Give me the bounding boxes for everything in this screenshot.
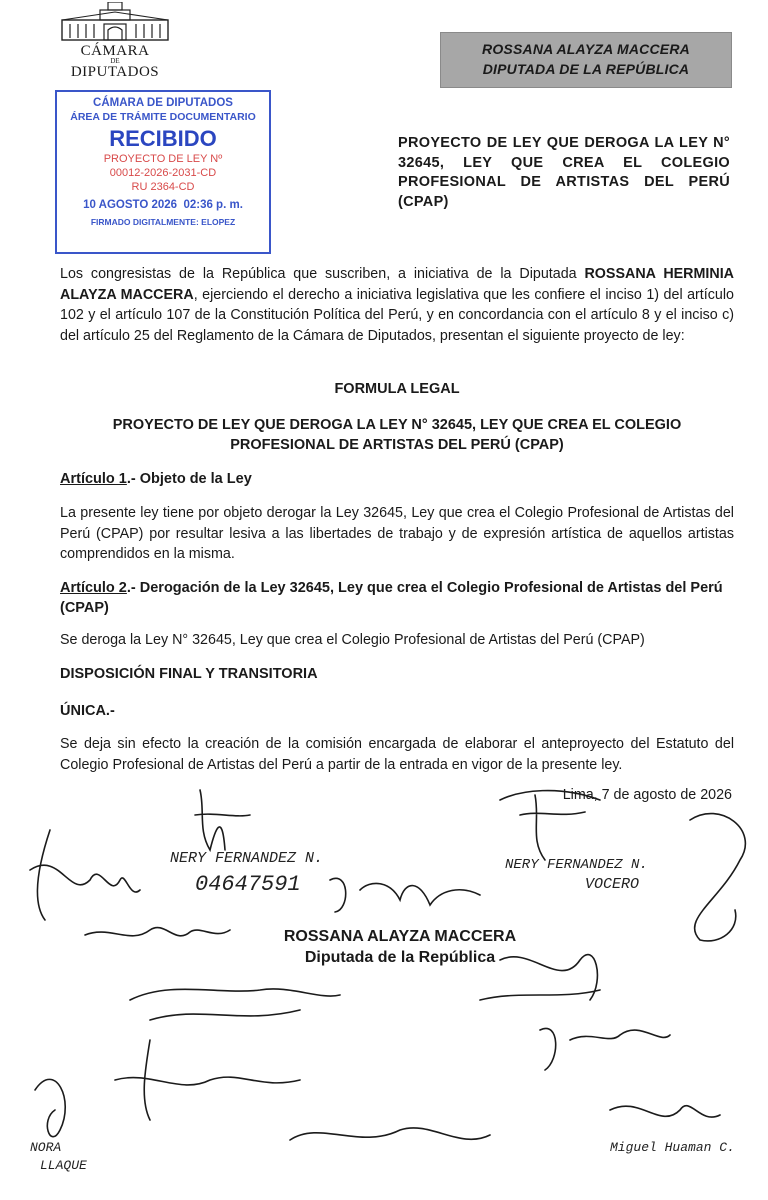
handwritten-right-name: NERY FERNANDEZ N. — [505, 857, 648, 873]
intro-before: Los congresistas de la República que suscriben, a iniciativa de la Diputada — [60, 266, 585, 282]
stamp-project-label: PROYECTO DE LEY Nº — [103, 153, 223, 165]
article-2-label: Artículo 2 — [60, 580, 127, 596]
unica-title: ÚNICA.- — [60, 703, 115, 719]
unica-text: Se deja sin efecto la creación de la comisión encargada de elaborar el anteproyecto del Estatuto del Colegio Profesional de Artistas del Perú a partir de la entrada en vigor de la presente ley. — [60, 736, 734, 773]
handwritten-left-number: 04647591 — [195, 872, 301, 897]
author-name: ROSSANA ALAYZA MACCERA — [482, 41, 690, 57]
article-1-subtitle: .- Objeto de la Ley — [126, 471, 252, 487]
signature-7 — [130, 989, 340, 1020]
author-role: DIPUTADA DE LA REPÚBLICA — [482, 61, 690, 77]
logo-text-camara: CÁMARA — [80, 43, 150, 59]
handwritten-miguel: Miguel Huaman C. — [610, 1140, 735, 1155]
signature-5 — [330, 878, 480, 912]
article-1-text: La presente ley tiene por objeto derogar la Ley 32645, Ley que crea el Colegio Profesional de Artistas del Perú (CPAP) por resultar lesiva a las libertades de trabajo y de expresión artística de aquellos artistas comprendidos en la misma. — [60, 505, 734, 562]
final-disposition-title: DISPOSICIÓN FINAL Y TRANSITORIA — [60, 666, 318, 682]
stamp-status: RECIBIDO — [109, 126, 217, 151]
handwritten-left-name: NERY FERNANDEZ N. — [170, 850, 324, 867]
handwritten-llaque: LLAQUE — [40, 1158, 87, 1173]
signature-13 — [610, 1106, 720, 1117]
signature-12 — [290, 1128, 490, 1140]
article-2-subtitle: .- Derogación de la Ley 32645, Ley que crea el Colegio Profesional de Artistas del Perú (CPAP) — [60, 580, 723, 616]
document-heading: PROYECTO DE LEY QUE DEROGA LA LEY N° 32645, LEY QUE CREA EL COLEGIO PROFESIONAL DE ARTISTAS DEL PERÚ (CPAP) — [398, 135, 730, 210]
formula-title: FORMULA LEGAL — [334, 381, 460, 397]
signature-3 — [500, 791, 600, 860]
handwritten-nora: NORA — [30, 1140, 62, 1155]
logo-text-diputados: DIPUTADOS — [70, 64, 160, 80]
formula-heading-line-2: PROFESIONAL DE ARTISTAS DEL PERÚ (CPAP) — [230, 437, 564, 453]
intro-name: ROSSANA HERMINIA ALAYZA MACCERA — [60, 266, 735, 303]
stamp-area: ÁREA DE TRÁMITE DOCUMENTARIO — [70, 111, 256, 123]
signature-10 — [115, 1040, 300, 1120]
stamp-chamber: CÁMARA DE DIPUTADOS — [93, 97, 233, 109]
signature-9 — [540, 1028, 670, 1070]
signature-11 — [35, 1079, 65, 1136]
signature-2 — [30, 830, 140, 920]
signer-role: Diputada de la República — [304, 949, 496, 966]
article-1-label: Artículo 1 — [60, 471, 127, 487]
signer-name: ROSSANA ALAYZA MACCERA — [283, 928, 517, 945]
signer-block — [250, 926, 550, 968]
place-date: Lima, 7 de agosto de 2026 — [562, 787, 732, 803]
formula-heading-line-1: PROYECTO DE LEY QUE DEROGA LA LEY N° 32645, LEY QUE CREA EL COLEGIO — [112, 417, 682, 433]
intro-after: , ejerciendo el derecho a iniciativa legislativa que les confiere el inciso 1) del artículo 102 y el artículo 107 de la Constitución Política del Perú, y en concordancia con el artículo 8 y el inciso c) del artículo 25 del Reglamento de la Cámara de Diputados, presentan el siguiente proyecto de ley: — [60, 286, 734, 344]
signature-4 — [690, 814, 745, 941]
handwritten-right-role: VOCERO — [585, 876, 640, 893]
logo-text-de: DE — [110, 57, 120, 65]
signature-1 — [195, 790, 250, 850]
signature-6 — [85, 928, 230, 936]
article-2-text: Se deroga la Ley N° 32645, Ley que crea el Colegio Profesional de Artistas del Perú (CPAP) — [60, 632, 645, 648]
stamp-signed: FIRMADO DIGITALMENTE: ELOPEZ — [90, 217, 236, 227]
stamp-datetime: 10 AGOSTO 2026 02:36 p. m. — [83, 199, 243, 211]
stamp-project-number: 00012-2026-2031-CD — [109, 167, 217, 179]
stamp-ru: RU 2364-CD — [131, 181, 195, 193]
